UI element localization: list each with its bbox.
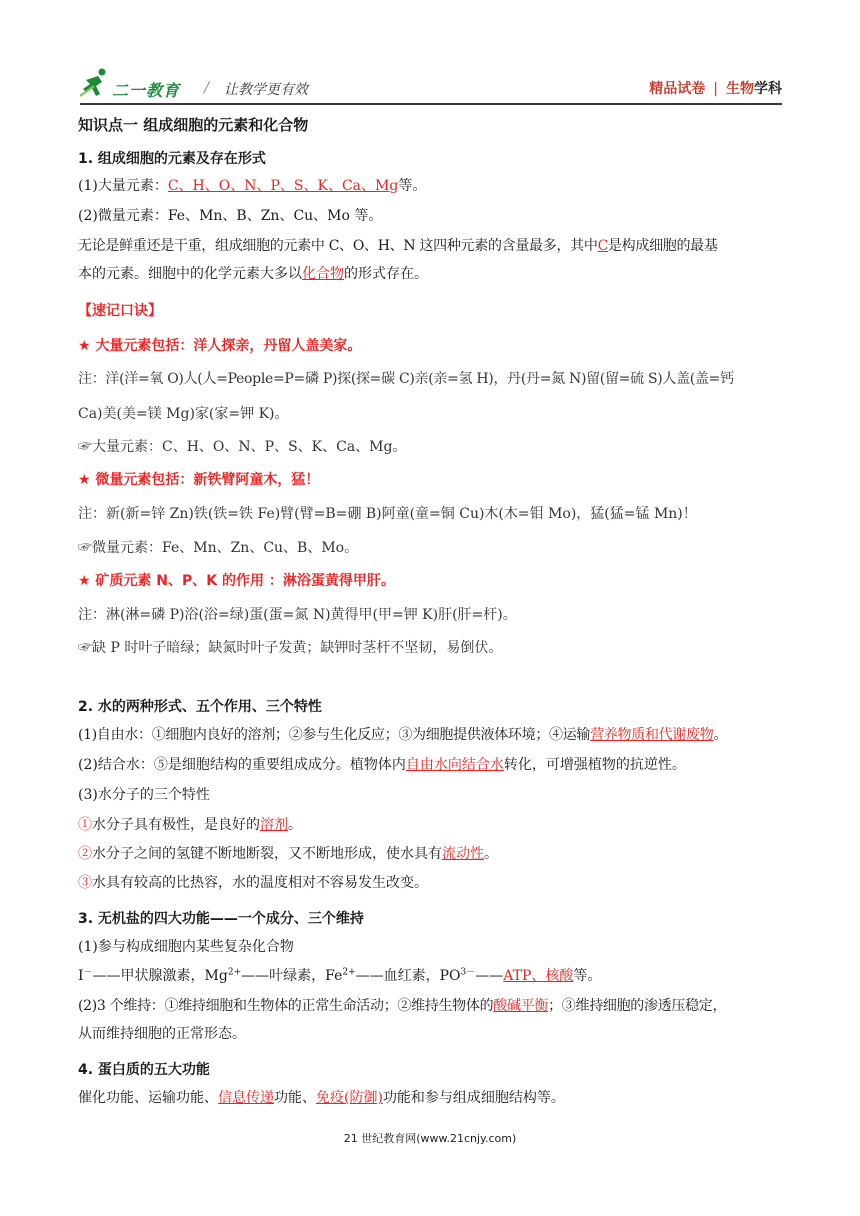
subject-red: 生物 [726, 81, 754, 97]
s2-l5-num: ② [78, 846, 92, 862]
s3-l3-post: ；③维持细胞的渗透压稳定， [548, 998, 727, 1014]
s3-fe-charge: 2+ [342, 967, 356, 978]
s3-dash: —— [475, 968, 504, 984]
s1-l1-key: C、H、O、N、P、S、K、Ca、Mg [167, 178, 399, 194]
s2-l5-pre: 水分子之间的氢键不断地断裂，又不断地形成，使水具有 [92, 846, 442, 862]
brand-name: 二一教育 [112, 81, 181, 100]
s1-l4-pre: 本的元素。细胞中的化学元素大多以 [78, 266, 302, 282]
header-subject [649, 78, 782, 98]
s1-l3-post: 是构成细胞的最基 [607, 238, 718, 254]
s3-l3-key: 酸碱平衡 [493, 998, 549, 1014]
subject-dark: 学科 [754, 81, 782, 97]
s4-line-1 [78, 1088, 565, 1108]
mnemonic-1-note-a: 注：洋(洋=氧 O)人(人=People=P=磷 P)探(探=碳 C)亲(亲=氢 H)，丹(丹=氮 N)留(留=硫 S)人盖(盖=钙 [78, 371, 734, 387]
mnemonic-3-note: 注：淋(淋=磷 P)浴(浴=绿)蛋(蛋=氮 N)黄得甲(甲=钾 K)肝(肝=杆)。 [78, 607, 517, 623]
header-label: 精品试卷 [649, 81, 706, 97]
mnemonic-3-title: ★ 矿质元素 N、P、K 的作用 ：淋浴蛋黄得甲肝。 [78, 573, 395, 589]
header-right-separator: | [713, 81, 718, 97]
s2-line-3: (3)水分子的三个特性 [78, 787, 210, 803]
s2-l5-post: 。 [484, 846, 498, 862]
brand-slogan: 让教学更有效 [224, 82, 308, 98]
s3-l2-post: 等。 [573, 968, 602, 984]
mnemonic-3-point: ☞缺 P 时叶子暗绿；缺氮时叶子发黄；缺钾时茎杆不坚韧，易倒伏。 [78, 640, 503, 656]
mnemonic-1-note-b: Ca)美(美=镁 Mg)家(家=钾 K)。 [78, 406, 289, 422]
mnemonic-2-note: 注：新(新=锌 Zn)铁(铁=铁 Fe)臂(臂=B=硼 B)阿童(童=铜 Cu)木(木=钼 Mo)，猛(猛=锰 Mn)！ [78, 506, 697, 522]
page-header [80, 66, 782, 106]
s3-iodine: I [78, 968, 84, 984]
s2-l6-text: 水具有较高的比热容，水的温度相对不容易发生改变。 [92, 875, 428, 891]
s4-l1-pre: 催化功能、运输功能、 [78, 1090, 218, 1106]
s4-title: 4. 蛋白质的五大功能 [78, 1062, 210, 1078]
mnemonic-1-title: ★ 大量元素包括：洋人探亲，丹留人盖美家。 [78, 338, 362, 354]
runner-logo-icon [80, 66, 110, 100]
s4-l1-post: 功能和参与组成细胞结构等。 [382, 1090, 565, 1106]
s2-title: 2. 水的两种形式、五个作用、三个特性 [78, 699, 322, 715]
s2-line-2 [78, 755, 686, 775]
mnemonic-2-title: ★ 微量元素包括：新铁臂阿童木，猛！ [78, 472, 320, 488]
s3-line-3 [78, 996, 726, 1016]
s1-line-3 [78, 236, 718, 256]
s1-line-4 [78, 264, 428, 284]
section-title: 知识点一 组成细胞的元素和化合物 [78, 116, 309, 134]
s2-l1-pre: (1)自由水：①细胞内良好的溶剂；②参与生化反应；③为细胞提供液体环境；④运输 [78, 727, 591, 743]
s1-line-1 [78, 176, 426, 196]
s1-line-2: (2)微量元素：Fe、Mn、B、Zn、Cu、Mo 等。 [78, 208, 383, 224]
s3-line-1: (1)参与构成细胞内某些复杂化合物 [78, 939, 294, 955]
s2-l2-post: 转化，可增强植物的抗逆性。 [503, 757, 686, 773]
mnemonic-header: 【速记口诀】 [78, 303, 162, 319]
header-rule [80, 103, 782, 105]
s3-l3-pre: (2)3 个维持：①维持细胞和生物体的正常生命活动；②维持生物体的 [78, 998, 494, 1014]
s3-po4-charge: 3－ [460, 967, 476, 978]
mnemonic-2-point: ☞微量元素：Fe、Mn、Zn、Cu、B、Mo。 [78, 540, 359, 556]
s4-l1-key2: 免疫(防御) [316, 1090, 383, 1106]
s3-thyroid: ——甲状腺激素，Mg [92, 968, 228, 984]
s2-l2-key: 自由水向结合水 [405, 757, 504, 773]
s1-l1-post: 等。 [398, 178, 427, 194]
s2-l1-key: 营养物质和代谢废物 [590, 727, 714, 743]
s2-l4-key: 溶剂 [260, 817, 288, 833]
s4-l1-mid: 功能、 [274, 1090, 316, 1106]
s2-l4-num: ① [78, 817, 92, 833]
s1-l4-post: 的形式存在。 [344, 266, 428, 282]
s3-l2-key: ATP、核酸 [503, 968, 574, 984]
s2-l2-pre: (2)结合水：⑤是细胞结构的重要组成成分。植物体内 [78, 757, 406, 773]
header-separator: / [204, 78, 210, 96]
mnemonic-1-point: ☞大量元素：C、H、O、N、P、S、K、Ca、Mg。 [78, 439, 407, 455]
s1-l3-pre: 无论是鲜重还是干重，组成细胞的元素中 C、O、H、N 这四种元素的含量最多，其中 [78, 238, 598, 254]
s1-l4-key: 化合物 [302, 266, 344, 282]
s2-l4-pre: 水分子具有极性，是良好的 [92, 817, 260, 833]
s1-l3-key: C [597, 238, 608, 254]
s2-line-6 [78, 873, 428, 893]
s2-line-5 [78, 844, 498, 864]
s4-l1-key1: 信息传递 [218, 1090, 274, 1106]
s3-line-4: 从而维持细胞的正常形态。 [78, 1026, 246, 1042]
s3-mg-charge: 2+ [227, 967, 242, 978]
s3-line-2 [78, 966, 601, 986]
s2-line-1 [78, 725, 727, 745]
s2-l4-post: 。 [288, 817, 302, 833]
s3-title: 3. 无机盐的四大功能——一个成分、三个维持 [78, 911, 364, 927]
s1-title: 1. 组成细胞的元素及存在形式 [78, 151, 266, 167]
s2-l5-key: 流动性 [442, 846, 484, 862]
s2-line-4 [78, 815, 302, 835]
s3-heme: ——血红素，PO [355, 968, 461, 984]
s3-chlorophyll: ——叶绿素，Fe [241, 968, 343, 984]
s2-l1-post: 。 [713, 727, 728, 743]
s2-l6-num: ③ [78, 875, 92, 891]
s1-l1-pre: (1)大量元素： [78, 178, 168, 194]
s3-iodine-charge: － [83, 967, 93, 978]
page-footer: 21 世纪教育网(www.21cnjy.com) [343, 1132, 517, 1145]
